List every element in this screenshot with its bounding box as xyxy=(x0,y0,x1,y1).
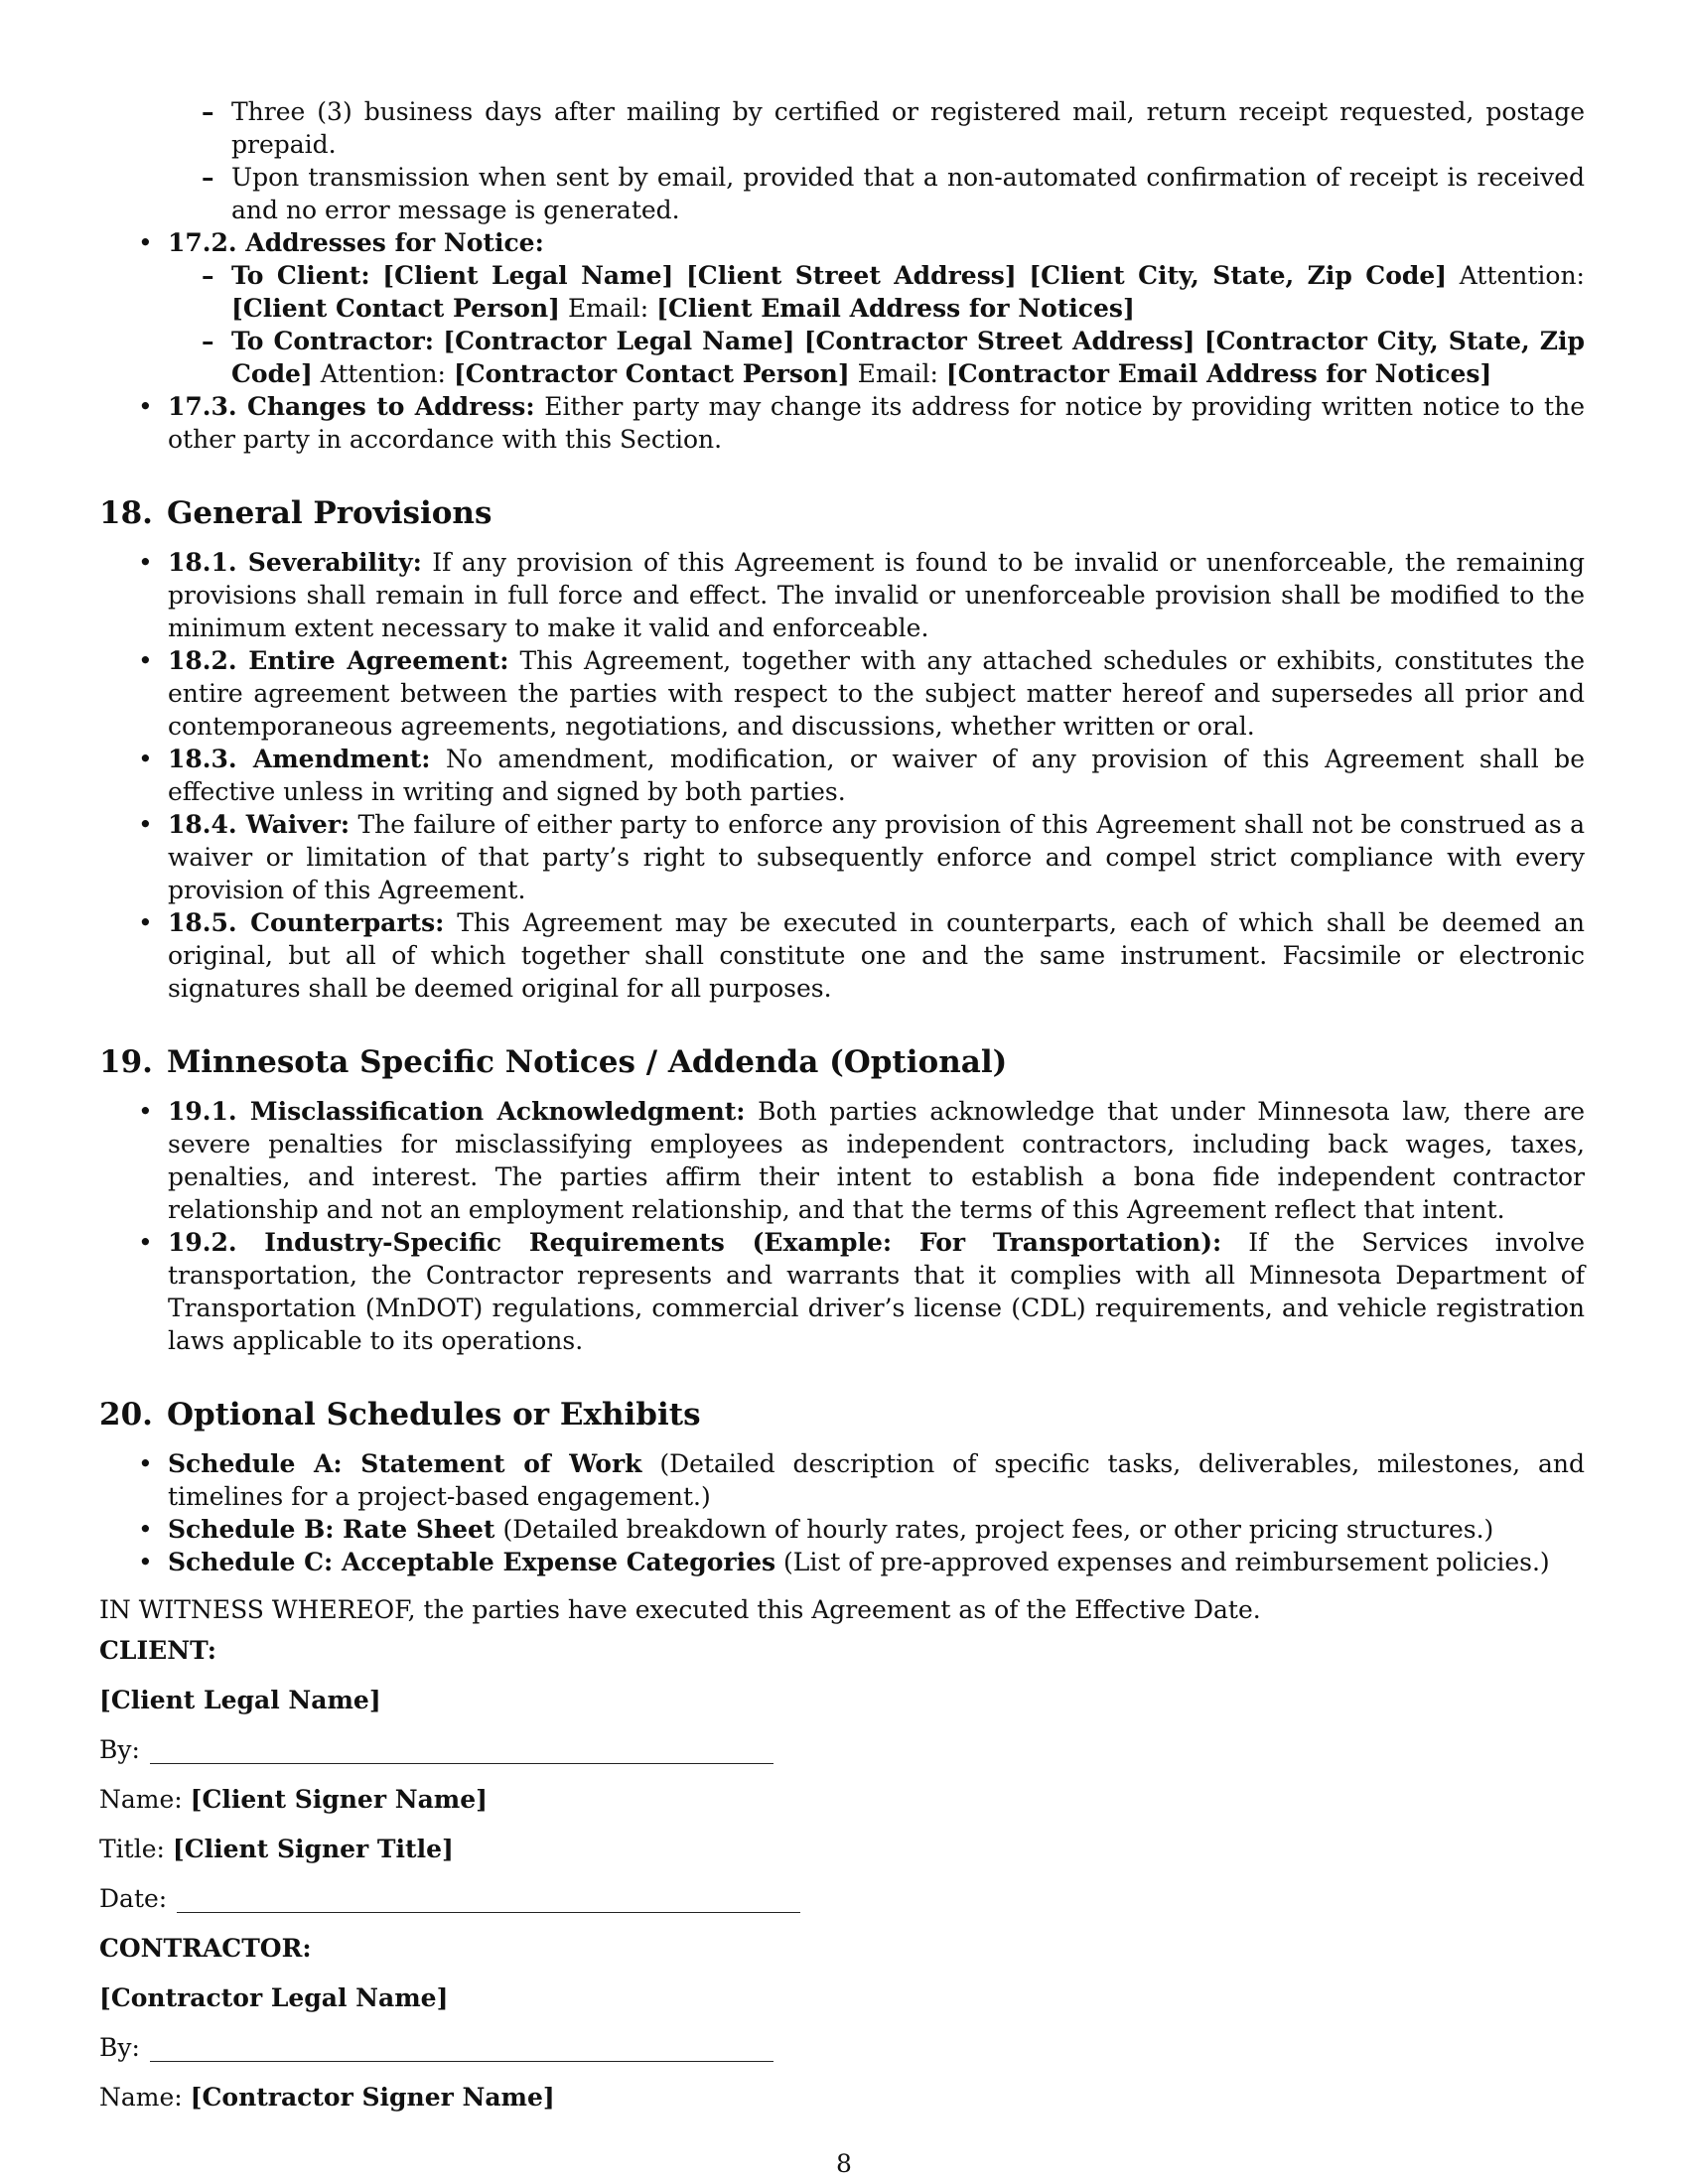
addresses-for-notice-item xyxy=(168,226,1585,390)
list-item: • Schedule C: Acceptable Expense Categories (List of pre-approved expenses and reimbursement policies.) xyxy=(168,1546,1585,1578)
item-label: 17.2. Addresses for Notice: xyxy=(168,228,544,257)
list-item: • 18.2. Entire Agreement: This Agreement, together with any attached schedules or exhibits, constitutes the entire agreement between the parties with respect to the subject matter hereof and supersedes all prior and contemporaneous agreements, negotiations, and discussions, whether written or oral. xyxy=(168,644,1585,743)
notice-delivery-item xyxy=(168,95,1585,226)
section-heading-18: 18. General Provisions xyxy=(99,495,492,531)
contractor-signature-field[interactable] xyxy=(150,2060,774,2062)
signature-block xyxy=(99,1626,1585,2122)
list-item: • 18.5. Counterparts: This Agreement may be executed in counterparts, each of which shall be deemed an original, but all of which together shall constitute one and the same instrument. Facsimile or electronic signatures shall be deemed original for all purposes. xyxy=(168,906,1585,1005)
contractor-name-line: Name: [Contractor Signer Name] xyxy=(99,2083,555,2112)
list-item: • 18.4. Waiver: The failure of either party to enforce any provision of this Agreement shall not be construed as a waiver or limitation of that party’s right to subsequently enforce and compel strict compliance with every provision of this Agreement. xyxy=(168,808,1585,906)
contractor-address: – To Contractor: [Contractor Legal Name] [Contractor Street Address] [Contractor City, State, Zip Code] Attention: [Contractor Contact Person] Email: [Contractor Email Address for Notices] xyxy=(231,325,1585,390)
list-item: • 18.1. Severability: If any provision of this Agreement is found to be invalid or unenforceable, the remaining provisions shall remain in full force and effect. The invalid or unenforceable provision shall be modified to the minimum extent necessary to make it valid and enforceable. xyxy=(168,546,1585,644)
page-number: 8 xyxy=(836,2149,852,2178)
list-item: • Schedule A: Statement of Work (Detailed description of specific tasks, deliverables, milestones, and timelines for a project-based engagement.) xyxy=(168,1447,1585,1513)
contractor-legal-name: [Contractor Legal Name] xyxy=(99,1983,449,2012)
client-title-line: Title: [Client Signer Title] xyxy=(99,1835,454,1863)
witness-statement: IN WITNESS WHEREOF, the parties have executed this Agreement as of the Effective Date. xyxy=(99,1595,1261,1624)
addresses-list xyxy=(168,259,1585,390)
client-name-line: Name: [Client Signer Name] xyxy=(99,1785,488,1814)
client-signature-field[interactable] xyxy=(150,1762,774,1764)
section-heading-19: 19. Minnesota Specific Notices / Addenda (Optional) xyxy=(99,1044,1008,1080)
section-heading-20: 20. Optional Schedules or Exhibits xyxy=(99,1397,701,1433)
list-item: • Schedule B: Rate Sheet (Detailed breakdown of hourly rates, project fees, or other pricing structures.) xyxy=(168,1513,1585,1546)
notice-list xyxy=(99,95,1585,456)
client-date-line: Date: xyxy=(99,1874,1585,1924)
list-item: • 19.1. Misclassification Acknowledgment: Both parties acknowledge that under Minnesota law, there are severe penalties for misclassifying employees as independent contractors, including back wages, taxes, penalties, and interest. The parties affirm their intent to establish a bona fide independent contractor relationship and not an employment relationship, and that the terms of this Agreement reflect that intent. xyxy=(168,1095,1585,1226)
list-item: – Upon transmission when sent by email, provided that a non-automated confirmation of receipt is received and no error message is generated. xyxy=(231,161,1585,226)
section-20-list xyxy=(99,1447,1585,1578)
list-item: – Three (3) business days after mailing by certified or registered mail, return receipt requested, postage prepaid. xyxy=(231,95,1585,161)
section-18-list xyxy=(99,546,1585,1005)
list-item: • 18.3. Amendment: No amendment, modification, or waiver of any provision of this Agreement shall be effective unless in writing and signed by both parties. xyxy=(168,743,1585,808)
client-date-field[interactable] xyxy=(177,1911,800,1913)
contractor-by-line: By: xyxy=(99,2023,1585,2073)
client-by-line: By: xyxy=(99,1725,1585,1775)
client-legal-name: [Client Legal Name] xyxy=(99,1686,381,1714)
client-address: – To Client: [Client Legal Name] [Client Street Address] [Client City, State, Zip Code] Attention: [Client Contact Person] Email: [Client Email Address for Notices] xyxy=(231,259,1585,325)
contractor-heading: CONTRACTOR: xyxy=(99,1934,312,1963)
section-19-list xyxy=(99,1095,1585,1357)
notice-delivery-list xyxy=(168,95,1585,226)
changes-to-address-item: • 17.3. Changes to Address: Either party may change its address for notice by providing written notice to the other party in accordance with this Section. xyxy=(168,390,1585,456)
list-item: • 19.2. Industry-Specific Requirements (Example: For Transportation): If the Services involve transportation, the Contractor represents and warrants that it complies with all Minnesota Department of Transportation (MnDOT) regulations, commercial driver’s license (CDL) requirements, and vehicle registration laws applicable to its operations. xyxy=(168,1226,1585,1357)
client-heading: CLIENT: xyxy=(99,1636,217,1665)
